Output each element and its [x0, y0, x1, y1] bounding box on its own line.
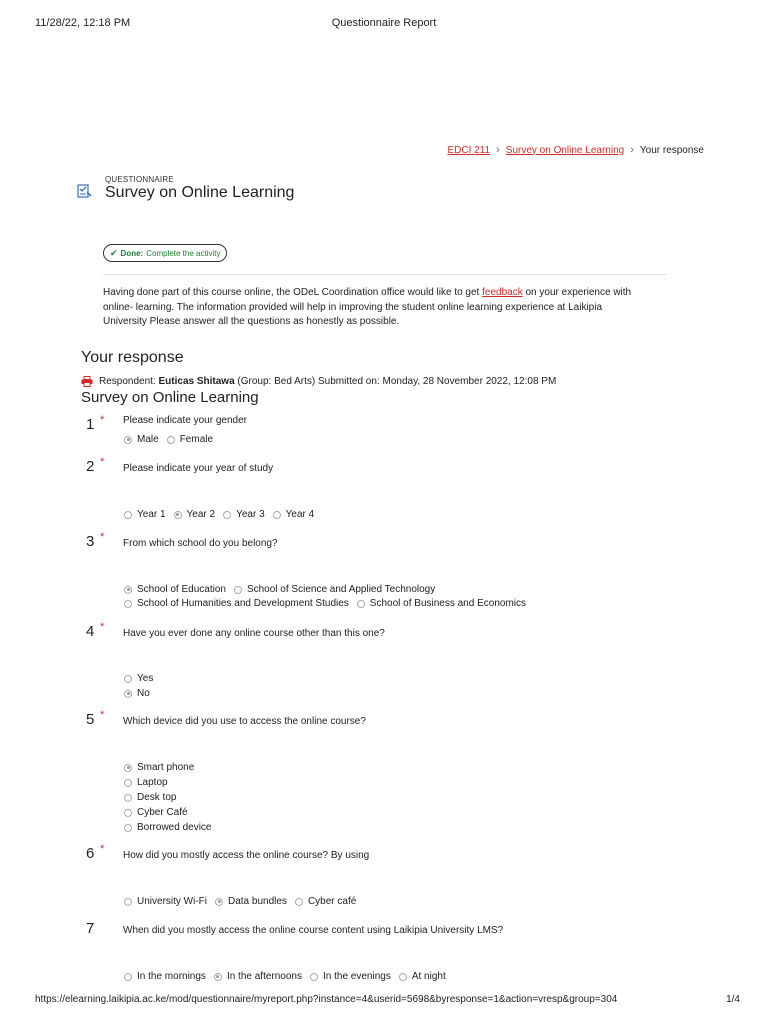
- option-label: Laptop: [137, 777, 168, 788]
- question-options: [124, 673, 161, 699]
- radio-option[interactable]: [124, 807, 211, 818]
- respondent-line: [81, 376, 556, 387]
- question-options: [124, 584, 443, 595]
- option-label: Desk top: [137, 792, 177, 803]
- radio-option[interactable]: [124, 822, 211, 833]
- question-options: [124, 971, 454, 982]
- breadcrumb-current: Your response: [639, 144, 704, 156]
- option-label: Year 3: [236, 509, 265, 520]
- chevron-right-icon: ›: [496, 144, 500, 156]
- question-text: How did you mostly access the online course? By using: [123, 850, 370, 861]
- radio-button[interactable]: [124, 764, 132, 772]
- breadcrumb: [447, 144, 704, 156]
- radio-button[interactable]: [124, 675, 132, 683]
- radio-option[interactable]: [124, 598, 349, 609]
- option-label: In the afternoons: [226, 971, 302, 982]
- question-number: 4: [86, 623, 95, 640]
- radio-option[interactable]: [273, 509, 315, 520]
- radio-button[interactable]: [124, 436, 132, 444]
- option-label: No: [137, 688, 150, 699]
- radio-option[interactable]: [124, 434, 159, 445]
- option-label: Year 1: [137, 509, 166, 520]
- option-label: School of Science and Applied Technology: [246, 584, 436, 595]
- question-number: 6: [86, 845, 95, 862]
- question-number: 5: [86, 711, 95, 728]
- page-title: Survey on Online Learning: [105, 184, 295, 201]
- submission-info: (Group: Bed Arts) Submitted on: Monday, 28 November 2022, 12:08 PM: [237, 376, 557, 387]
- radio-button[interactable]: [124, 898, 132, 906]
- intro-part: Having done part of this course online, the ODeL Coordination office would like to get: [103, 287, 483, 298]
- radio-option[interactable]: [234, 584, 435, 595]
- radio-option[interactable]: [310, 971, 391, 982]
- radio-button[interactable]: [234, 586, 242, 594]
- radio-button[interactable]: [124, 779, 132, 787]
- radio-button[interactable]: [124, 824, 132, 832]
- option-label: Female: [179, 434, 214, 445]
- radio-option[interactable]: [124, 792, 211, 803]
- completion-text: Complete the activity: [146, 248, 221, 258]
- intro-part: online- learning. The information provided will help in improving the student online learning experience at Laikipia: [103, 301, 603, 313]
- radio-button[interactable]: [273, 511, 281, 519]
- option-label: School of Business and Economics: [369, 598, 526, 609]
- option-label: Cyber café: [307, 896, 357, 907]
- required-icon: *: [100, 621, 105, 633]
- printer-icon[interactable]: [81, 376, 93, 387]
- required-icon: *: [100, 456, 105, 468]
- radio-option[interactable]: [215, 896, 287, 907]
- question-options: [124, 434, 221, 445]
- question-text: Which device did you use to access the online course?: [123, 716, 366, 727]
- question-options: [124, 762, 219, 833]
- option-label: Cyber Café: [137, 807, 188, 818]
- radio-option[interactable]: [124, 777, 211, 788]
- option-label: In the mornings: [137, 971, 206, 982]
- radio-button[interactable]: [310, 973, 318, 981]
- question-number: 3: [86, 533, 95, 550]
- radio-option[interactable]: [399, 971, 446, 982]
- radio-button[interactable]: [223, 511, 231, 519]
- breadcrumb-course-link[interactable]: EDCI 211: [447, 144, 491, 156]
- feedback-link[interactable]: feedback: [482, 287, 523, 298]
- response-heading: Your response: [81, 349, 184, 366]
- option-label: Yes: [137, 673, 154, 684]
- radio-button[interactable]: [124, 511, 132, 519]
- print-url: https://elearning.laikipia.ac.ke/mod/questionnaire/myreport.php?instance=4&userid=5698&byresponse=1&action=vresp&group=304: [35, 994, 618, 1005]
- print-datetime: 11/28/22, 12:18 PM: [35, 17, 131, 29]
- intro-part: University Please answer all the questions as honestly as possible.: [103, 316, 400, 328]
- question-options: [124, 598, 534, 609]
- option-label: Data bundles: [228, 896, 287, 907]
- questionnaire-icon: [76, 183, 92, 199]
- radio-option[interactable]: [357, 598, 526, 609]
- intro-text: [103, 286, 658, 330]
- radio-option[interactable]: [124, 673, 153, 684]
- question-text: Please indicate your year of study: [123, 463, 274, 474]
- radio-button[interactable]: [214, 973, 222, 981]
- option-label: University Wi-Fi: [137, 896, 207, 907]
- print-page-title: Questionnaire Report: [331, 17, 437, 29]
- radio-button[interactable]: [124, 600, 132, 608]
- survey-title: Survey on Online Learning: [81, 389, 259, 406]
- radio-button[interactable]: [174, 511, 182, 519]
- chevron-right-icon: ›: [630, 144, 634, 156]
- radio-option[interactable]: [124, 509, 166, 520]
- radio-button[interactable]: [124, 794, 132, 802]
- option-label: School of Education: [137, 584, 226, 595]
- completion-status-badge: [103, 244, 227, 262]
- required-icon: *: [100, 531, 105, 543]
- question-number: 7: [86, 920, 95, 937]
- required-icon: *: [100, 709, 105, 721]
- respondent-label: Respondent:: [99, 376, 156, 387]
- divider: [103, 274, 667, 275]
- radio-button[interactable]: [295, 898, 303, 906]
- radio-button[interactable]: [124, 690, 132, 698]
- module-type-label: QUESTIONNAIRE: [105, 175, 174, 184]
- radio-option[interactable]: [124, 762, 211, 773]
- radio-button[interactable]: [167, 436, 175, 444]
- question-number: 2: [86, 458, 95, 475]
- radio-option[interactable]: [124, 584, 226, 595]
- radio-option[interactable]: [214, 971, 302, 982]
- radio-button[interactable]: [215, 898, 223, 906]
- radio-button[interactable]: [124, 809, 132, 817]
- option-label: School of Humanities and Development Studies: [137, 598, 349, 609]
- question-text: Have you ever done any online course other than this one?: [123, 628, 385, 639]
- radio-option[interactable]: [167, 434, 213, 445]
- question-text: Please indicate your gender: [123, 415, 247, 426]
- question-text: When did you mostly access the online course content using Laikipia University LMS?: [123, 925, 504, 936]
- option-label: Year 2: [186, 509, 216, 520]
- option-label: Year 4: [285, 509, 315, 520]
- radio-option[interactable]: [124, 688, 153, 699]
- question-text: From which school do you belong?: [123, 538, 278, 549]
- option-label: At night: [411, 971, 446, 982]
- breadcrumb-survey-link[interactable]: Survey on Online Learning: [505, 144, 625, 156]
- radio-option[interactable]: [124, 971, 206, 982]
- required-icon: *: [100, 843, 105, 855]
- radio-option[interactable]: [223, 509, 265, 520]
- question-number: 1: [86, 416, 95, 433]
- radio-option[interactable]: [174, 509, 216, 520]
- option-label: Borrowed device: [137, 822, 212, 833]
- radio-button[interactable]: [399, 973, 407, 981]
- radio-button[interactable]: [124, 586, 132, 594]
- option-label: Male: [137, 434, 159, 445]
- radio-option[interactable]: [295, 896, 356, 907]
- required-icon: *: [100, 414, 105, 426]
- intro-part: on your experience with: [522, 287, 632, 298]
- option-label: Smart phone: [137, 762, 195, 773]
- checkmark-icon: ✔: [110, 247, 118, 258]
- question-options: [124, 896, 364, 907]
- completion-label: Done:: [120, 248, 144, 258]
- print-page-number: 1/4: [726, 994, 740, 1005]
- option-label: In the evenings: [323, 971, 391, 982]
- question-options: [124, 509, 322, 520]
- radio-button[interactable]: [124, 973, 132, 981]
- radio-option[interactable]: [124, 896, 207, 907]
- radio-button[interactable]: [357, 600, 365, 608]
- respondent-name: Euticas Shitawa: [158, 376, 235, 387]
